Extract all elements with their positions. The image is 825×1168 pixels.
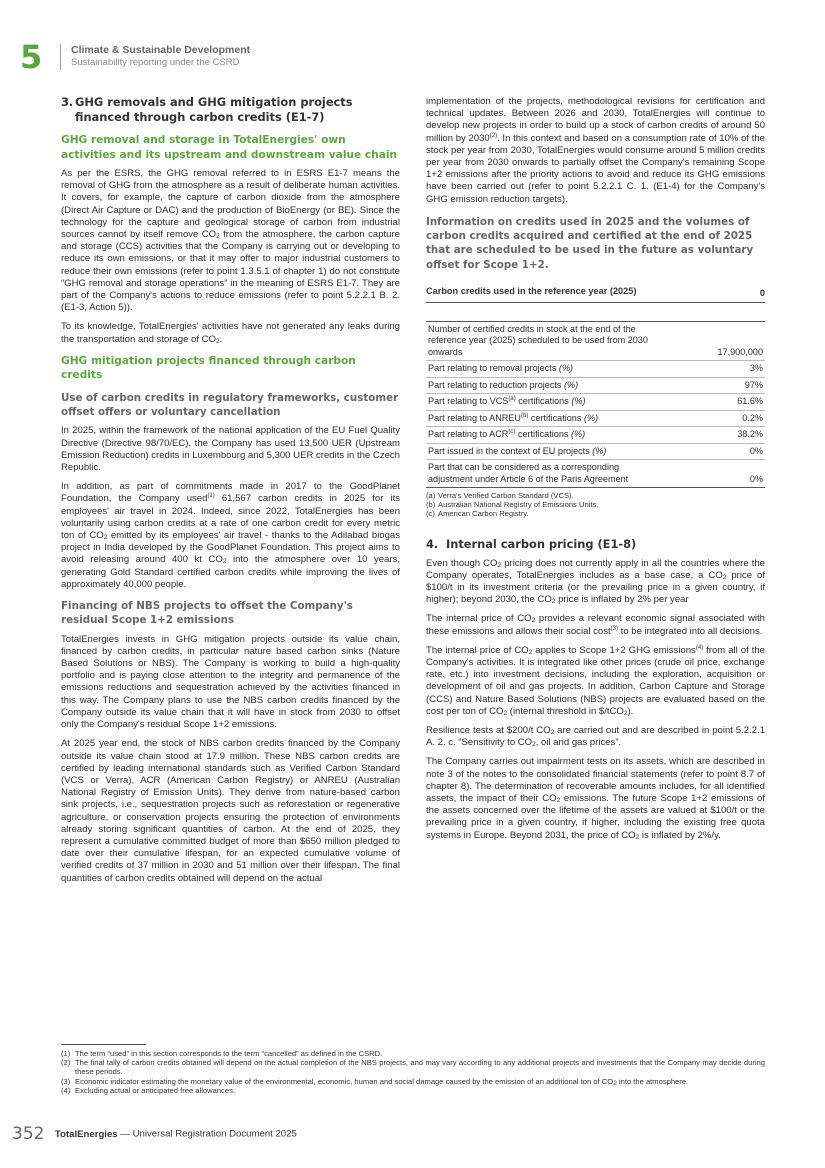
- table-row: Part relating to removal projects (%) 3%: [426, 361, 765, 378]
- header-subtitle: Sustainability reporting under the CSRD: [71, 57, 240, 68]
- footnote: (4) Excluding actual or anticipated free allowances.: [61, 1085, 235, 1095]
- paragraph-uer-credits: In 2025, within the framework of the national application of the EU Fuel Quality Directive (Directive 98/70/EC), the Company has used 13,500 UER (Upstream Emission Reduction) credits in Luxembourg and 5,300 UER credits in the Czech Republic.: [61, 425, 400, 474]
- heading-use-of-credits: Use of carbon credits in regulatory frameworks, customer offset offers or voluntary cancellation: [61, 391, 399, 419]
- header-divider: [60, 44, 61, 70]
- page-footer: [12, 1124, 297, 1144]
- paragraph-impairment-tests: The Company carries out impairment tests on its assets, which are described in note 3 of the notes to the consolidated financial statements (refer to point 8.7 of chapter 8). The determination of recoverable amounts includes, for all identified assets, the impact of their $CO_2$ emissions. The future Scope 1+2 emissions of the assets concerned over the lifetime of the assets are valued at $100/t or the prevailing price in a given country, if higher, including the existing free quota systems in Europe. Beyond 2031, the price of $CO_2$ is inflated by 2%/y.: [426, 756, 765, 841]
- paragraph-nbs-stock: At 2025 year end, the stock of NBS carbon credits financed by the Company outside its value chain stood at 17.9 million. These NBS carbon credits are certified by leading international standards such as Verified Carbon Standard (VCS or Verra), ACR (American Carbon Registry) or ANREU (Australian National Registry of Emission Units). They derive from nature-based carbon sink projects, i.e., sequestration projects such as reforestation or regenerative agriculture, or conservation projects ensuring the protection of environments already storing significant quantities of carbon. At the end of 2025, they represent a cumulative committed budget of more than $650 million pledged to date over their cumulative lifespan, for an expected cumulative volume of verified credits of 37 million in 2030 and 51 million over their lifespan. The final quantities of carbon credits obtained will depend on the actual: [61, 738, 400, 884]
- table-row: Part issued in the context of EU projects (%) 0%: [426, 444, 765, 461]
- credits-used-table: [426, 286, 765, 303]
- paragraph-scope-application: The internal price of $CO_2$ applies to Scope 1+2 GHG emissions$^{(4)}$ from all of the Company's activities. It is integrated like other prices (crude oil price, exchange rate, etc.) into investment decisions, including the exploration, acquisition or development of oil and gas projects. In addition, Carbon Capture and Storage (CCS) and Nature Based Solutions (NBS) projects are evaluated based on the cost per ton of $CO_2$ (internal threshold in $/tCO$_2$).: [426, 644, 765, 717]
- left-column: [61, 95, 400, 892]
- footer-document-title: — Universal Registration Document 2025: [117, 1128, 297, 1140]
- page-number: 352: [12, 1124, 45, 1144]
- right-column: [426, 96, 765, 849]
- paragraph-goodplanet: In addition, as part of commitments made in 2017 to the GoodPlanet Foundation, the Company used$^{(1)}$ 61,567 carbon credits in 2025 for its employees' air travel in 2024. Indeed, since 2022, TotalEnergies has been voluntarily using carbon credits at a rate of one carbon credit for every metric ton of $CO_2$ emitted by its employees' air travel - thanks to the Adilabad biogas project in India developed by the GoodPlanet Foundation. This project aims to avoid releasing around 400 kt $CO_2$ into the atmosphere over 10 years, generating Gold Standard certified carbon credits while improving the lives of approximately 40,000 people.: [61, 481, 401, 590]
- table-note: (c) American Carbon Registry.: [426, 509, 529, 519]
- section-3-heading: 3. GHG removals and GHG mitigation projects financed through carbon credits (E1-7): [61, 95, 353, 124]
- subheading-mitigation-projects: GHG mitigation projects financed through carbon credits: [61, 354, 356, 382]
- table-row: Part that can be considered as a corresponding adjustment under Article 6 of the Paris Agreement 0%: [426, 460, 765, 488]
- table-note: (a) Verra's Verified Carbon Standard (VCS).: [426, 491, 574, 501]
- heading-credits-info: Information on credits used in 2025 and the volumes of carbon credits acquired and certified at the end of 2025 that are scheduled to be used in the future as voluntary offset for Scope 1+2.: [426, 215, 754, 271]
- table-row: Part relating to ANREU$^{(b)}$ certifications (%) 0.2%: [426, 411, 765, 428]
- paragraph-nbs-investment: TotalEnergies invests in GHG mitigation projects outside its value chain, financed by carbon credits, in particular nature based carbon sinks (Nature Based Solutions or NBS). The Company is working to build a high-quality portfolio and is paying close attention to the integrity and permanence of the emissions reductions and sequestration achieved by the activities financed in this way. The Company plans to use the NBS carbon credits financed by the Company outside its value chain that it will have in stock from 2030 to offset only the Company's residual Scope 1+2 emissions.: [61, 633, 400, 731]
- paragraph-resilience-tests: Resilience tests at $200/t $CO_2$ are carried out and are described in point 5.2.2.1 A. 2. c. “Sensitivity to $CO_2$, oil and gas prices”.: [426, 725, 766, 749]
- table-notes: [426, 491, 765, 519]
- paragraph-co2-pricing: Even though $CO_2$ pricing does not currently apply in all the countries where the Company operates, TotalEnergies includes as a base case, a $CO_2$ price of $100/t in its investment criteria (or the prevailing price in a given country, if higher); beyond 2030, the $CO_2$ price is inflated by 2% per year: [426, 557, 765, 606]
- paragraph-implementation: implementation of the projects, methodological revisions for certification and technical updates. Between 2026 and 2030, TotalEnergies will continue to develop new projects in order to build up a stock of carbon credits of around 50 million by 2030$^{(2)}$. In this context and based on a consumption rate of 10% of the stock per year from 2030, TotalEnergies would consume around 5 million credits per year from 2030 onwards to partially offset the Company's remaining Scope 1+2 emissions after the priority actions to avoid and reduce its GHG emissions have been carried out (refer to point 5.2.2.1 C. 1. (E1-4) for the Company's GHG emission reduction targets).: [426, 96, 765, 205]
- paragraph-economic-signal: The internal price of $CO_2$ provides a relevant economic signal associated with these emissions and allows their social cost$^{(3)}$ to be integrated into all decisions.: [426, 613, 765, 637]
- subheading-removal-storage: GHG removal and storage in TotalEnergies' own activities and its upstream and downstream value chain: [61, 134, 398, 161]
- credits-used-label: Carbon credits used in the reference year (2025): [426, 286, 637, 297]
- footnote: (1) The term “used” in this section corresponds to the term “cancelled” as defined in the CSRD.: [61, 1049, 383, 1058]
- heading-nbs-financing: Financing of NBS projects to offset the Company's residual Scope 1+2 emissions: [61, 600, 353, 627]
- section-4-heading: 4. Internal carbon pricing (E1-8): [426, 536, 637, 551]
- footnotes: [61, 1049, 765, 1095]
- table-row: Part relating to ACR$^{(c)}$ certifications (%) 38.2%: [426, 427, 765, 444]
- credits-used-value: 0: [759, 287, 765, 298]
- credits-stock-table: [426, 321, 765, 489]
- paragraph-ghg-removal: As per the ESRS, the GHG removal referred to in ESRS E1-7 means the removal of GHG from the atmosphere as a result of deliberate human activities. It covers, for example, the capture of carbon dioxide from the atmosphere (Direct Air Capture or DAC) and the production of BioEnergy (or BE). Since the technology for the capture and geological storage of carbon from industrial sources cannot by itself remove $CO_2$ from the atmosphere, the carbon capture and storage (CCS) activities that the Company is carrying out or developing to reduce its own emissions, or that it may offer to major industrial customers to reduce their own emissions (refer to point 1.3.5.1 of chapter 1) do not constitute “GHG removal and storage operations” in the meaning of ESRS E1-7. They are part of the Company's actions to reduce emissions (refer to point 5.2.2.1 B. 2. (E1-3, Action 5)).: [61, 168, 400, 314]
- header-title: Climate & Sustainable Development: [71, 44, 251, 56]
- table-row: Number of certified credits in stock at the end of the reference year (2025) scheduled to be used from 2030 onwards 17,900,000: [426, 322, 765, 362]
- footnote-divider: [61, 1044, 146, 1045]
- table-row: Part relating to VCS$^{(a)}$ certifications (%) 61.6%: [426, 394, 765, 411]
- chapter-number: 5: [20, 38, 43, 76]
- table-row: Part relating to reduction projects (%) 97%: [426, 378, 765, 395]
- table-note: (b) Australian National Registry of Emissions Units.: [426, 500, 599, 510]
- footnote: (3) Economic indicator estimating the monetary value of the environmental, economic, human and social damage caused by the emission of an additional ton of $CO_2$ into the atmosphere.: [61, 1076, 689, 1087]
- paragraph-no-leaks: To its knowledge, TotalEnergies' activities have not generated any leaks during the transportation and storage of $CO_2$.: [61, 321, 400, 345]
- footnote: (2) The final tally of carbon credits obtained will depend on the actual completion of the NBS projects, and may vary according to any additional projects and investments that the Company may decide during these periods.: [61, 1058, 765, 1077]
- footer-brand: TotalEnergies: [54, 1128, 118, 1140]
